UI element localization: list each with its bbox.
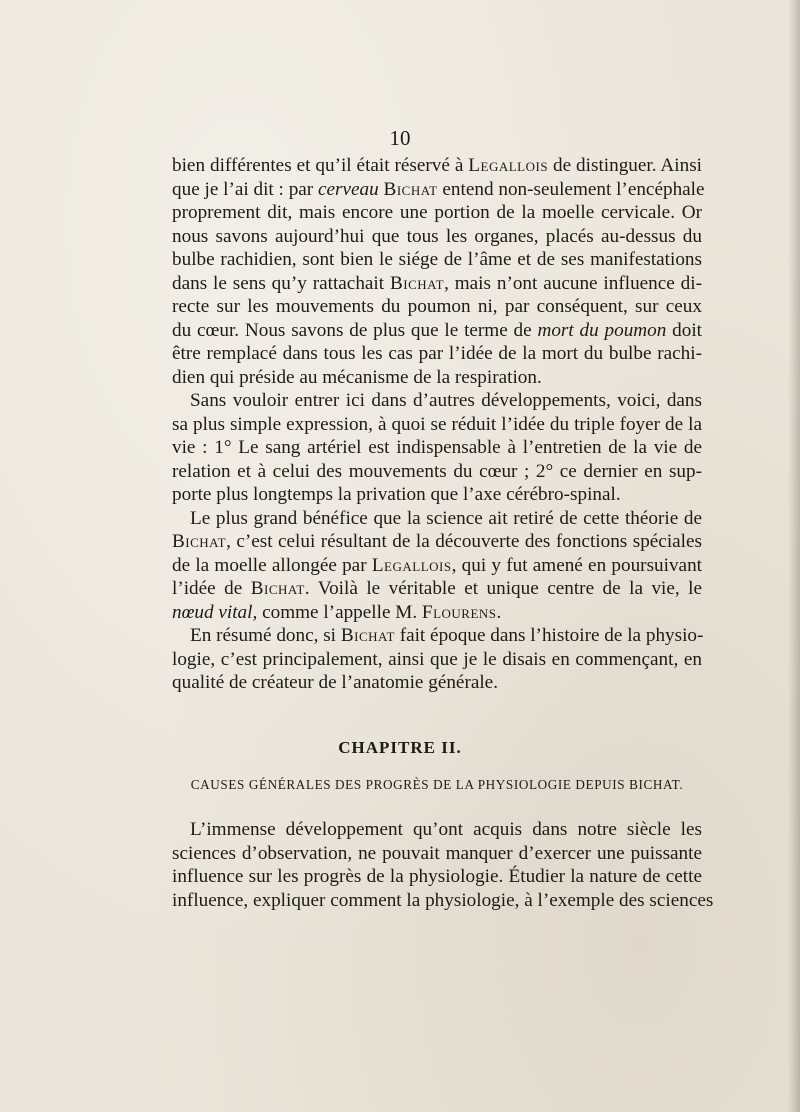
text-line: nous savons aujourd’hui que tous les organes, placés au-dessus du	[172, 225, 702, 247]
text-line: Bichat, c’est celui résultant de la découverte des fonctions spéciales	[172, 531, 702, 552]
italic-term: cerveau	[318, 178, 379, 200]
text-line: logie, c’est principalement, ainsi que je le disais en commençant, en	[172, 648, 702, 670]
author-name: Bichat	[172, 531, 227, 552]
author-name: Bichat	[340, 625, 395, 646]
page-number: 10	[389, 126, 411, 150]
text-line: influence sur les progrès de la physiologie. Étudier la nature de cette	[172, 866, 702, 887]
text-line: bulbe rachidien, sont bien le siége de l’âme et de ses manifestations	[172, 249, 702, 270]
text-line: l’idée de Bichat. Voilà le véritable et unique centre de la vie, le	[172, 578, 702, 599]
text-line: que je l’ai dit : par cerveau Bichat entend non-seulement l’encéphale	[172, 178, 705, 200]
chapter-subtitle: CAUSES GÉNÉRALES DES PROGRÈS DE LA PHYSIOLOGIE DEPUIS BICHAT.	[190, 777, 684, 792]
text-line: du cœur. Nous savons de plus que le terme de mort du poumon doit	[172, 319, 702, 341]
text-line: sa plus simple expression, à quoi se réduit l’idée du triple foyer de la	[172, 413, 702, 435]
text-line: vie : 1° Le sang artériel est indispensable à l’entretien de la vie de	[172, 437, 702, 458]
text-line: dien qui préside au mécanisme de la respiration.	[172, 366, 542, 388]
text-line: dans le sens qu’y rattachait Bichat, mais n’ont aucune influence di-	[172, 272, 702, 294]
italic-term: nœud vital,	[172, 601, 258, 623]
text-line: proprement dit, mais encore une portion de la moelle cervicale. Or	[172, 202, 702, 223]
text-line: de la moelle allongée par Legallois, qui y fut amené en poursuivant	[172, 554, 702, 576]
text-line: nœud vital, comme l’appelle M. Flourens.	[172, 601, 502, 623]
text-block-before-chapter	[172, 154, 705, 695]
author-name: Legallois	[468, 155, 549, 176]
author-name: Bichat	[250, 578, 305, 599]
text-line: Sans vouloir entrer ici dans d’autres développements, voici, dans	[190, 390, 702, 411]
text-line: influence, expliquer comment la physiologie, à l’exemple des sciences	[172, 889, 714, 911]
text-block-after-chapter	[172, 818, 714, 912]
text-line: être remplacé dans tous les cas par l’idée de la mort du bulbe rachi-	[172, 343, 702, 364]
italic-term: mort du poumon	[537, 319, 667, 341]
text-line: L’immense développement qu’ont acquis dans notre siècle les	[190, 819, 702, 840]
text-line: recte sur les mouvements du poumon ni, par conséquent, sur ceux	[172, 296, 702, 317]
text-line: En résumé donc, si Bichat fait époque dans l’histoire de la physio-	[190, 625, 704, 646]
text-line: sciences d’observation, ne pouvait manquer d’exercer une puissante	[172, 842, 702, 864]
text-line: Le plus grand bénéfice que la science ait retiré de cette théorie de	[190, 507, 702, 529]
author-name: Flourens	[421, 601, 497, 623]
author-name: Bichat	[383, 178, 438, 200]
author-name: Legallois	[371, 554, 452, 576]
text-line: relation et à celui des mouvements du cœur ; 2° ce dernier en sup-	[172, 460, 702, 482]
text-line: qualité de créateur de l’anatomie générale.	[172, 672, 499, 693]
chapter-title: CHAPITRE II.	[338, 738, 462, 757]
text-line: bien différentes et qu’il était réservé à Legallois de distinguer. Ainsi	[172, 155, 702, 176]
page-edge-shadow	[788, 0, 800, 1112]
author-name: Bichat	[389, 272, 445, 294]
text-line: porte plus longtemps la privation que l’axe cérébro-spinal.	[172, 484, 621, 505]
